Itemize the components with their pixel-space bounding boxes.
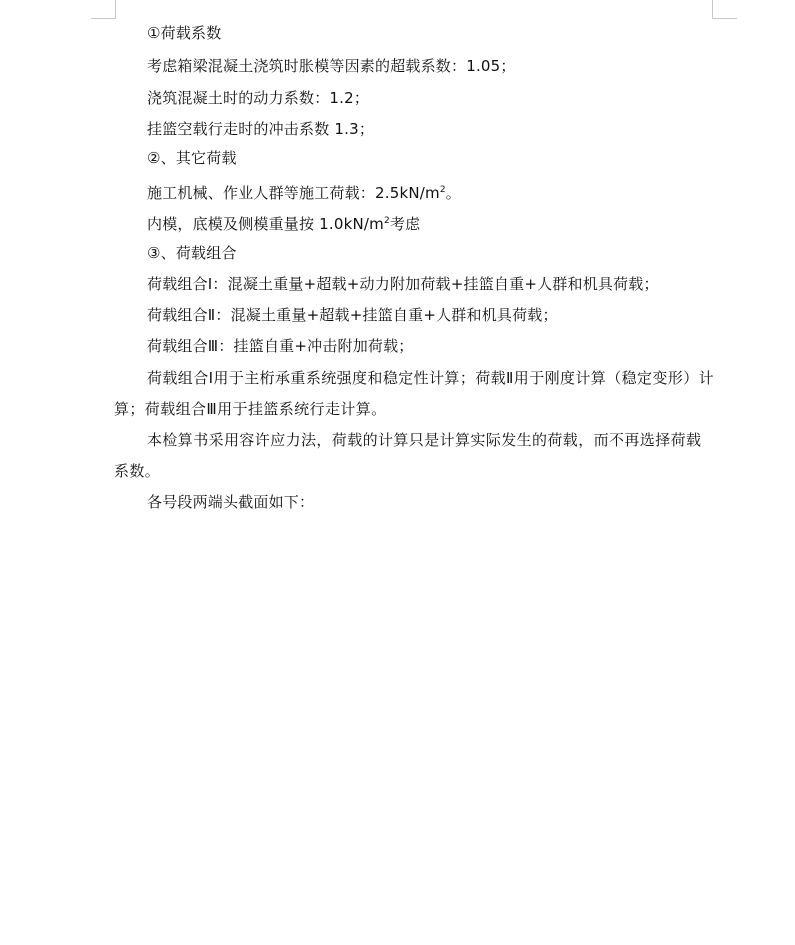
page-corner-mark-left (91, 0, 116, 19)
paragraph-construction-load (114, 175, 714, 209)
paragraph-overload-factor: 考虑箱梁混凝土浇筑时胀模等因素的超载系数：1.05； (147, 57, 516, 75)
formwork-weight-text: 内模，底模及侧模重量按 1.0kN/m (147, 215, 384, 233)
punctuation: 。 (445, 184, 461, 202)
paragraph-dynamic-factor: 浇筑混凝土时的动力系数：1.2； (147, 89, 370, 107)
construction-load-text: 施工机械、作业人群等施工荷载：2.5kN/m (147, 184, 440, 202)
page-corner-mark-right (712, 0, 737, 19)
superscript-2: 2 (384, 216, 390, 226)
paragraph-formwork-weight (114, 206, 714, 240)
paragraph-impact-factor: 挂篮空载行走时的冲击系数 1.3； (147, 120, 375, 138)
paragraph-section-intro: 各号段两端头截面如下： (147, 493, 315, 511)
heading-other-loads: ②、其它荷载 (147, 149, 237, 167)
superscript-2: 2 (439, 185, 446, 195)
paragraph-combination-1: 荷载组合Ⅰ：混凝土重量+超载+动力附加荷载+挂篮自重+人群和机具荷载； (147, 275, 659, 293)
heading-load-factors: ①荷载系数 (147, 24, 222, 42)
paragraph-combination-2: 荷载组合Ⅱ：混凝土重量+超载+挂篮自重+人群和机具荷载； (147, 306, 558, 324)
paragraph-allowable-stress: 本检算书采用容许应力法，荷载的计算只是计算实际发生的荷载，而不再选择荷载系数。 (114, 431, 702, 480)
paragraph-combination-3: 荷载组合Ⅲ：挂篮自重+冲击附加荷载； (147, 337, 414, 355)
formwork-weight-tail: 考虑 (389, 215, 421, 233)
paragraph-combination-usage: 荷载组合Ⅰ用于主桁承重系统强度和稳定性计算；荷载Ⅱ用于刚度计算（稳定变形）计算；荷载组合Ⅲ用于挂篮系统行走计算。 (114, 369, 715, 418)
heading-load-combinations: ③、荷载组合 (147, 244, 237, 262)
